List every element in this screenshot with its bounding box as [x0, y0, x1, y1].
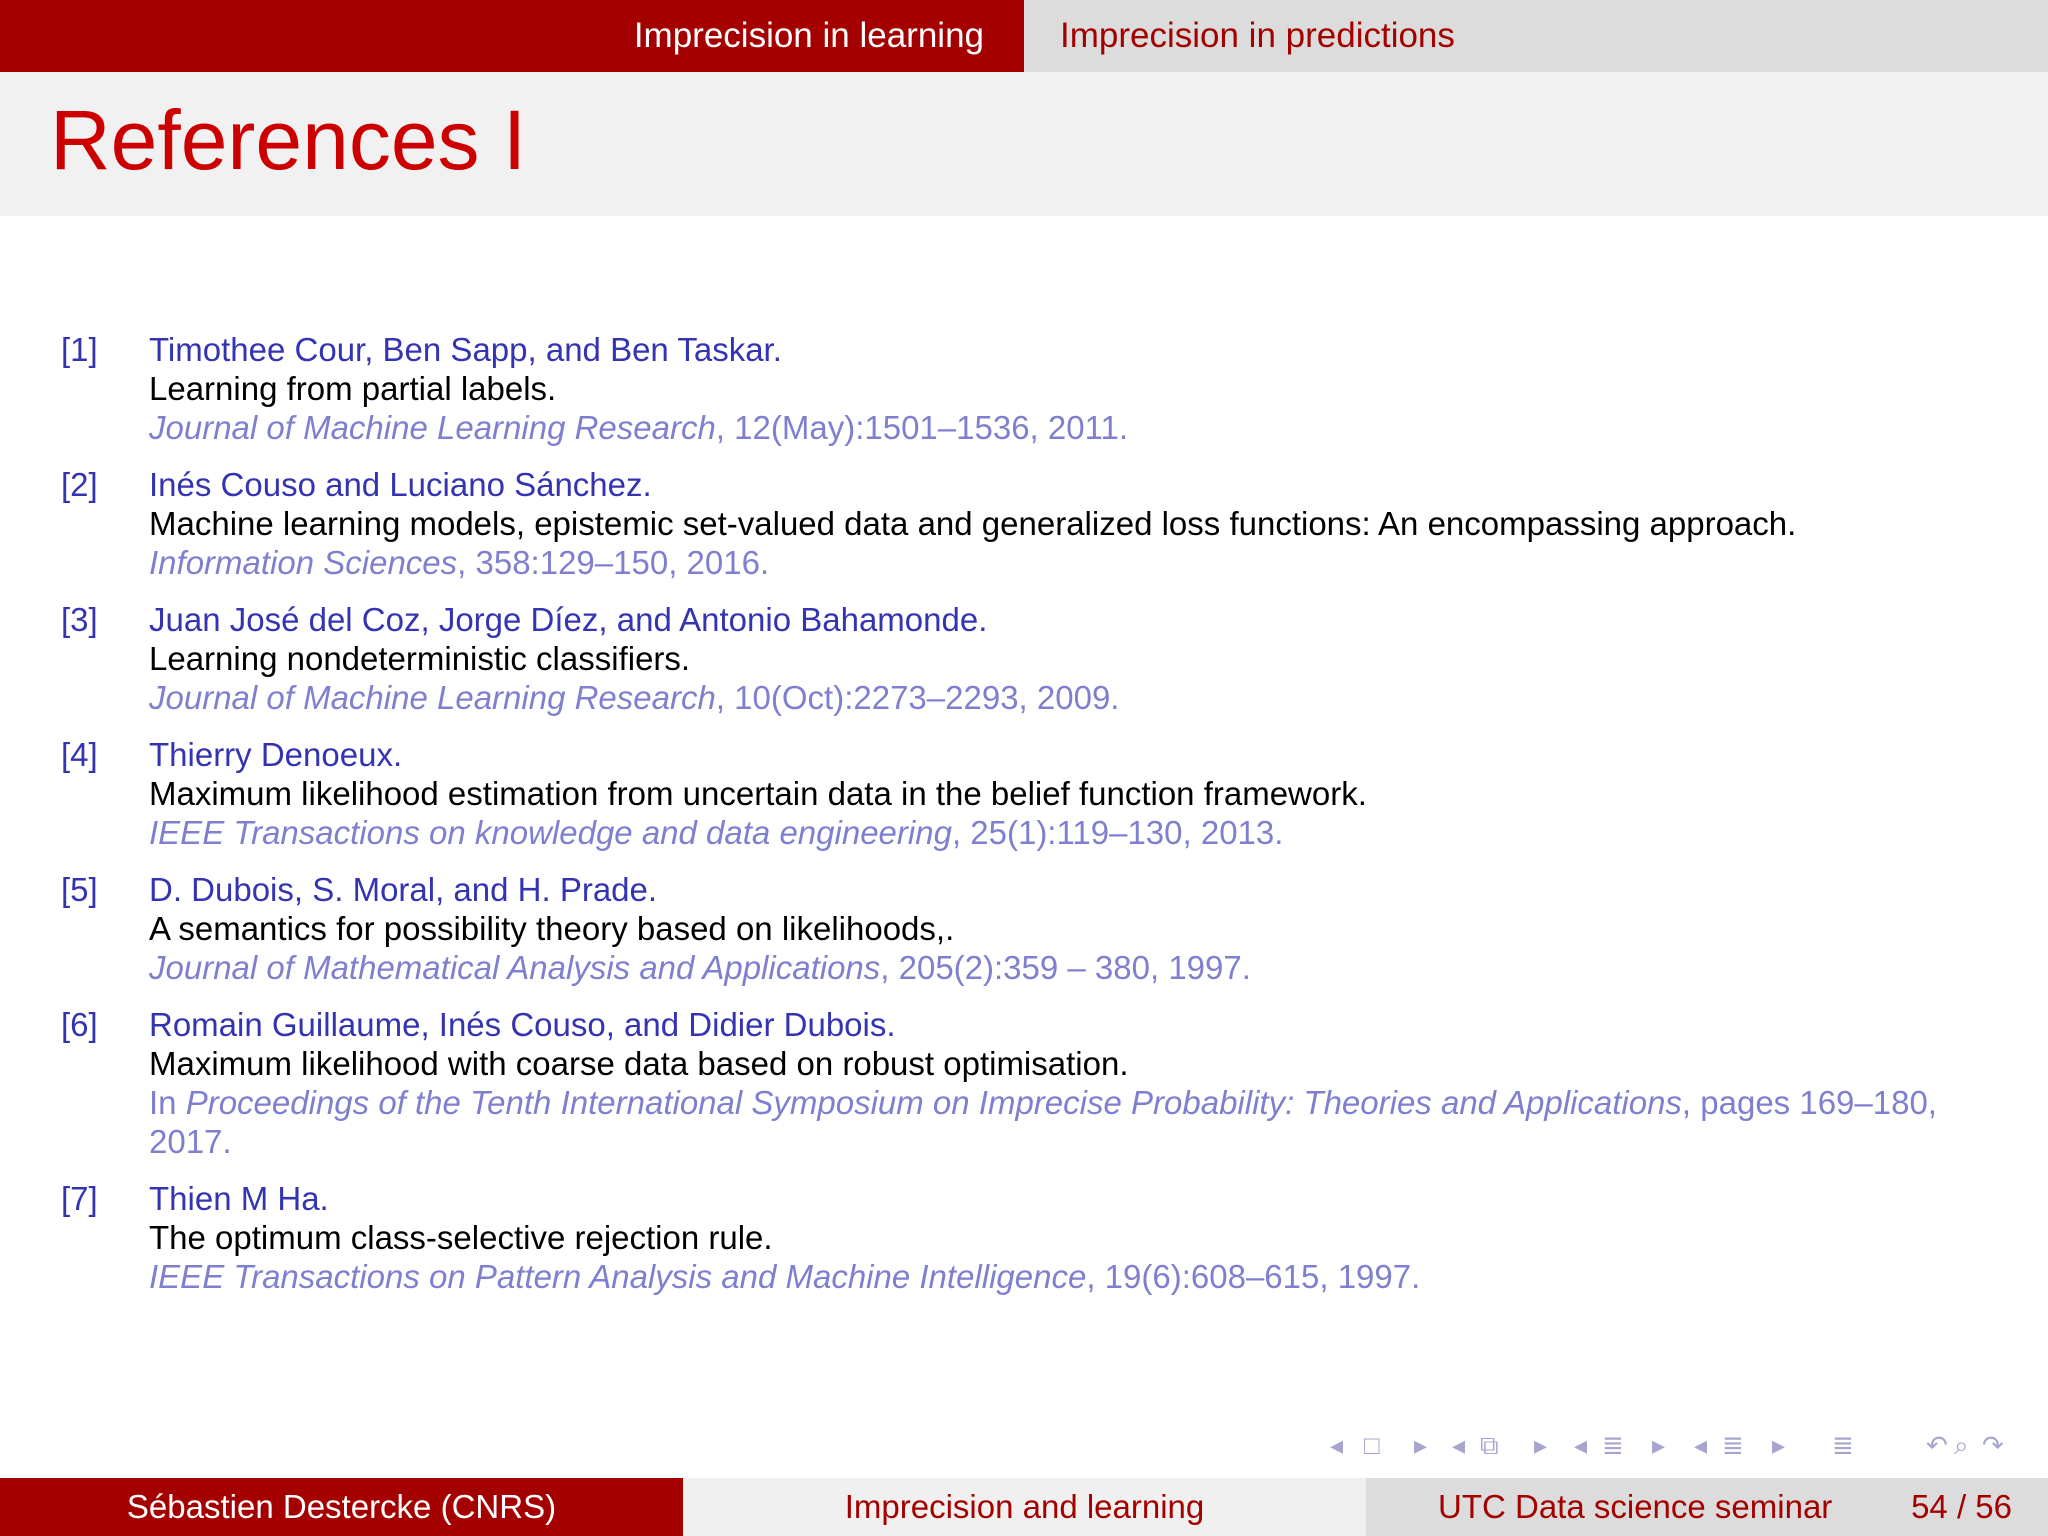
reference-authors: D. Dubois, S. Moral, and H. Prade.	[149, 871, 658, 908]
reference-authors: Timothee Cour, Ben Sapp, and Ben Taskar.	[149, 331, 782, 368]
reference-venue-line	[149, 678, 2009, 717]
top-navigation-bar	[0, 0, 2048, 72]
reference-item	[0, 870, 2048, 987]
venue-name: IEEE Transactions on knowledge and data engineering	[149, 814, 952, 851]
reference-number: [1]	[61, 331, 98, 368]
reference-venue-line	[149, 948, 2009, 987]
next-subsection-icon[interactable]: ▸	[1534, 1430, 1548, 1460]
reference-item	[0, 600, 2048, 717]
venue-name: Journal of Machine Learning Research	[149, 679, 716, 716]
footer-event: UTC Data science seminar	[1438, 1488, 1833, 1525]
footer-author: Sébastien Destercke (CNRS)	[0, 1478, 683, 1536]
frame-title-bar	[0, 72, 2048, 216]
reference-title: Learning from partial labels.	[149, 370, 557, 407]
reference-title: Maximum likelihood estimation from uncertain data in the belief function framework.	[149, 775, 1367, 812]
frame-title: References I	[50, 93, 527, 187]
footer-short-title: Imprecision and learning	[683, 1478, 1366, 1536]
footer-event-box	[1366, 1478, 2048, 1536]
reference-authors: Thierry Denoeux.	[149, 736, 403, 773]
reference-item	[0, 1179, 2048, 1296]
reference-number: [4]	[61, 736, 98, 773]
subsection-icon[interactable]: ⧉	[1480, 1430, 1499, 1460]
reference-item	[0, 735, 2048, 852]
prev-subsection-icon[interactable]: ◂	[1452, 1430, 1466, 1460]
forward-icon[interactable]: ↷	[1982, 1430, 2004, 1460]
nav-section-imprecision-in-learning[interactable]: Imprecision in learning	[0, 0, 1024, 72]
venue-details: , 25(1):119–130, 2013.	[951, 814, 1284, 851]
reference-venue-line	[149, 1257, 2009, 1296]
prev-frame-icon[interactable]: ◂	[1330, 1430, 1344, 1460]
next-appendix-icon[interactable]: ▸	[1772, 1430, 1786, 1460]
reference-item	[0, 330, 2048, 447]
reference-title: The optimum class-selective rejection rule.	[149, 1219, 773, 1256]
reference-item	[0, 1005, 2048, 1161]
next-section-icon[interactable]: ▸	[1652, 1430, 1666, 1460]
reference-venue-line	[149, 408, 2009, 447]
venue-name: Proceedings of the Tenth International Symposium on Imprecise Probability: Theories and Applications	[185, 1084, 1682, 1121]
reference-number: [6]	[61, 1006, 98, 1043]
venue-name: IEEE Transactions on Pattern Analysis and Machine Intelligence	[149, 1258, 1087, 1295]
venue-details: , 205(2):359 – 380, 1997.	[880, 949, 1251, 986]
search-icon[interactable]: ⌕	[1954, 1430, 1969, 1460]
appendix-icon[interactable]: ≣	[1722, 1430, 1744, 1460]
reference-number: [5]	[61, 871, 98, 908]
footer-bar	[0, 1478, 2048, 1536]
nav-section-imprecision-in-predictions[interactable]: Imprecision in predictions	[1024, 0, 2048, 72]
reference-number: [2]	[61, 466, 98, 503]
reference-number: [7]	[61, 1180, 98, 1217]
venue-name: Journal of Machine Learning Research	[149, 409, 716, 446]
venue-name: Information Sciences	[149, 544, 458, 581]
reference-venue-line	[149, 1083, 2009, 1161]
prev-section-icon[interactable]: ◂	[1574, 1430, 1588, 1460]
reference-authors: Inés Couso and Luciano Sánchez.	[149, 466, 652, 503]
venue-details: , 12(May):1501–1536, 2011.	[715, 409, 1129, 446]
venue-details: , pages 169–180, 2017.	[149, 1084, 1937, 1160]
reference-authors: Romain Guillaume, Inés Couso, and Didier Dubois.	[149, 1006, 896, 1043]
reference-number: [3]	[61, 601, 98, 638]
venue-details: , 10(Oct):2273–2293, 2009.	[715, 679, 1120, 716]
back-icon[interactable]: ↶	[1926, 1430, 1948, 1460]
reference-authors: Juan José del Coz, Jorge Díez, and Antonio Bahamonde.	[149, 601, 988, 638]
frame-icon[interactable]: □	[1364, 1430, 1380, 1460]
reference-authors: Thien M Ha.	[149, 1180, 329, 1217]
reference-venue-line	[149, 543, 2009, 582]
reference-title: Learning nondeterministic classifiers.	[149, 640, 691, 677]
reference-venue-line	[149, 813, 2009, 852]
reference-title: A semantics for possibility theory based on likelihoods,.	[149, 910, 955, 947]
beamer-navigation-symbols	[1330, 1430, 2030, 1466]
reference-item	[0, 465, 2048, 582]
reference-title: Machine learning models, epistemic set-valued data and generalized loss functions: An encompassing approach.	[149, 505, 1797, 542]
venue-details: , 358:129–150, 2016.	[457, 544, 770, 581]
align-icon[interactable]: ≣	[1832, 1430, 1854, 1460]
reference-list	[0, 330, 2048, 1314]
section-icon[interactable]: ≣	[1602, 1430, 1624, 1460]
venue-details: , 19(6):608–615, 1997.	[1086, 1258, 1421, 1295]
next-frame-icon[interactable]: ▸	[1414, 1430, 1428, 1460]
prev-appendix-icon[interactable]: ◂	[1694, 1430, 1708, 1460]
footer-page-number: 54 / 56	[1911, 1488, 2012, 1525]
venue-name: Journal of Mathematical Analysis and Applications	[149, 949, 881, 986]
venue-prefix: In	[149, 1084, 186, 1121]
reference-title: Maximum likelihood with coarse data based on robust optimisation.	[149, 1045, 1129, 1082]
